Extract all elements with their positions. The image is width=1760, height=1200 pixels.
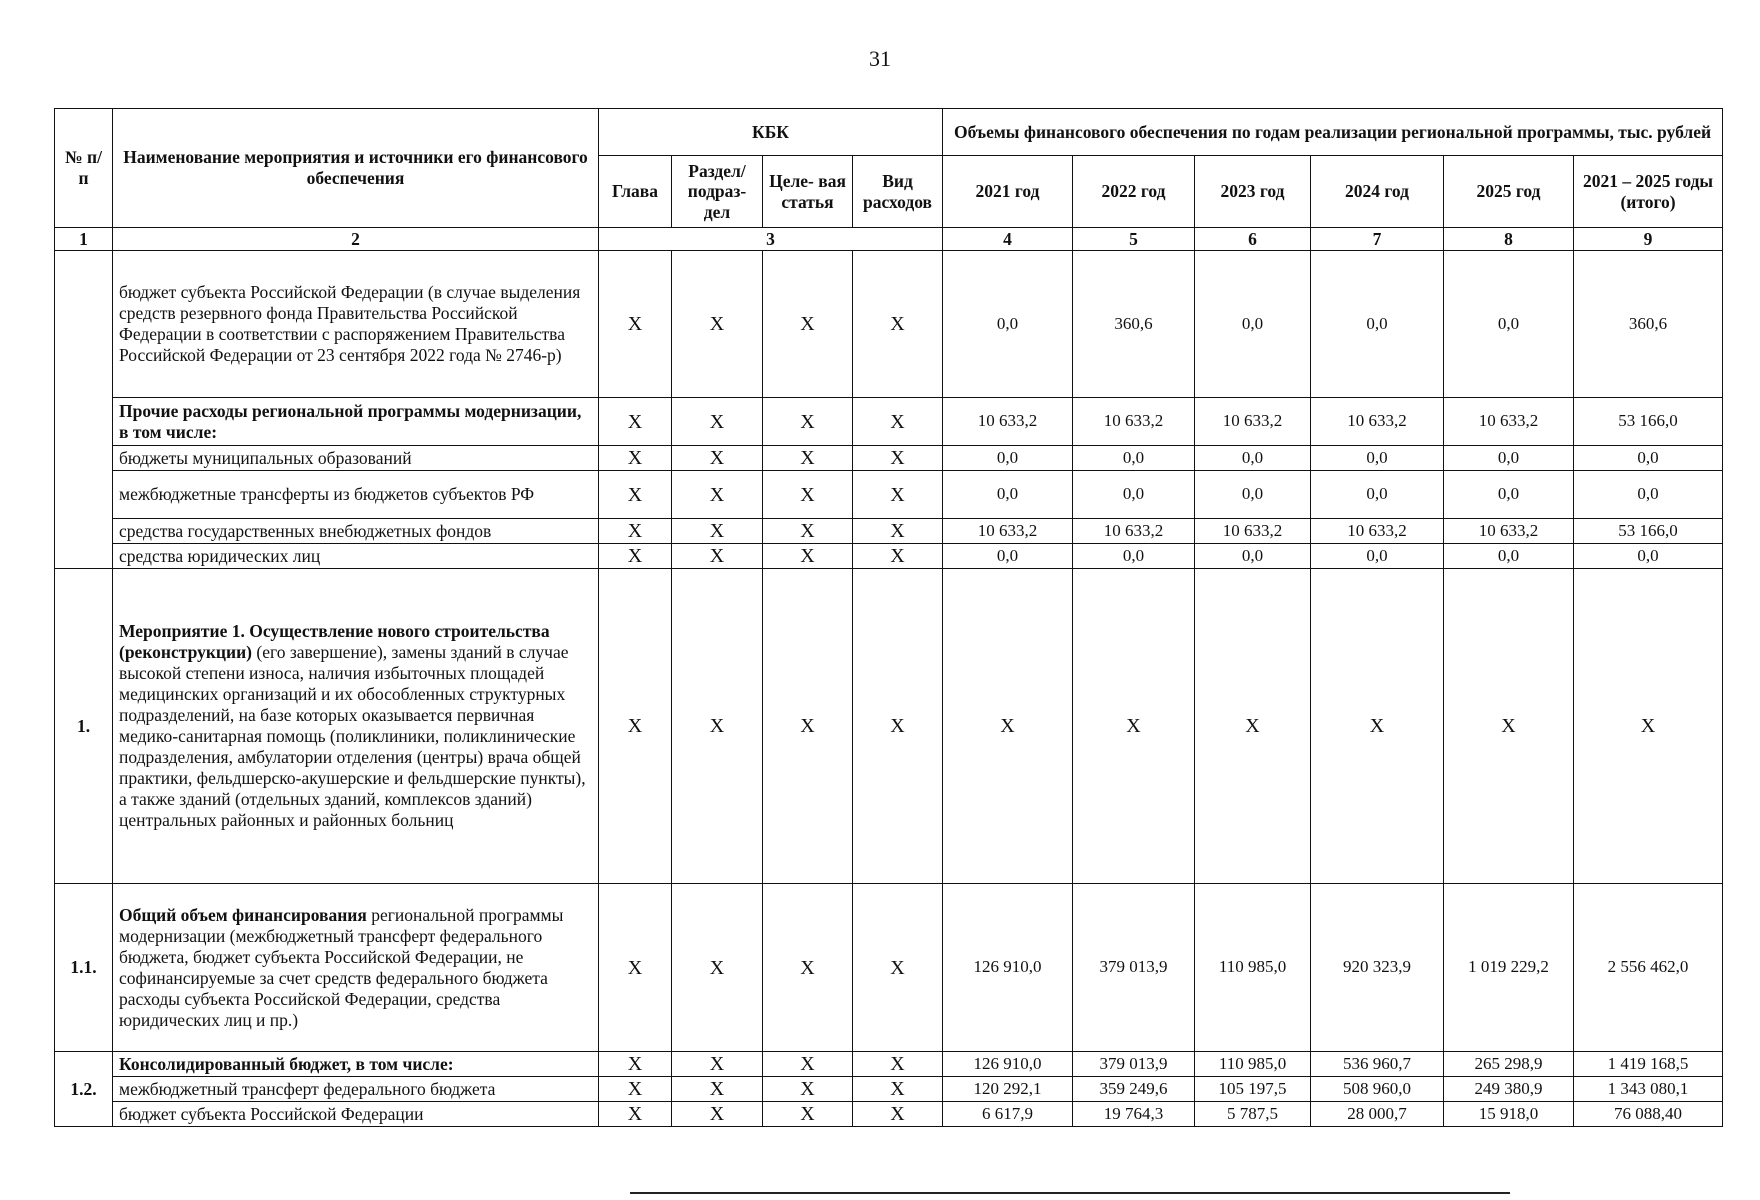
col-number: 7	[1311, 228, 1444, 251]
value-2023: 10 633,2	[1195, 398, 1311, 446]
row-index: 1.	[55, 569, 113, 884]
kbk-razdel: X	[672, 398, 763, 446]
value-2023: 0,0	[1195, 251, 1311, 398]
header-year-total: 2021 – 2025 годы (итого)	[1574, 156, 1723, 228]
kbk-razdel: X	[672, 519, 763, 544]
kbk-glava: X	[599, 471, 672, 519]
table-row	[55, 569, 1723, 884]
header-row-1	[55, 109, 1723, 156]
value-2023: X	[1195, 569, 1311, 884]
value-2022: 359 249,6	[1073, 1077, 1195, 1102]
header-kbk: КБК	[599, 109, 943, 156]
value-2022: 0,0	[1073, 544, 1195, 569]
value-2022: 0,0	[1073, 471, 1195, 519]
value-2023: 5 787,5	[1195, 1102, 1311, 1127]
table-row	[55, 471, 1723, 519]
kbk-vid: X	[853, 1077, 943, 1102]
kbk-glava: X	[599, 251, 672, 398]
value-2024: 28 000,7	[1311, 1102, 1444, 1127]
row-name: бюджет субъекта Российской Федерации (в случае выделения средств резервного фонда Правительства Российской Федерации в соответствии с распоряжением Правительства Российской Федерации от 23 сентября 2022 года № 2746-р)	[113, 251, 599, 398]
kbk-vid: X	[853, 569, 943, 884]
value-total: 0,0	[1574, 471, 1723, 519]
value-2025: 1 019 229,2	[1444, 884, 1574, 1052]
kbk-razdel: X	[672, 1052, 763, 1077]
value-2023: 0,0	[1195, 446, 1311, 471]
kbk-glava: X	[599, 569, 672, 884]
value-2023: 0,0	[1195, 544, 1311, 569]
col-number: 2	[113, 228, 599, 251]
value-2023: 0,0	[1195, 471, 1311, 519]
kbk-statya: X	[763, 398, 853, 446]
header-year-2025: 2025 год	[1444, 156, 1574, 228]
value-total: 76 088,40	[1574, 1102, 1723, 1127]
value-2022: 379 013,9	[1073, 1052, 1195, 1077]
page-number: 31	[869, 46, 891, 71]
value-2023: 110 985,0	[1195, 1052, 1311, 1077]
col-number: 1	[55, 228, 113, 251]
kbk-glava: X	[599, 1102, 672, 1127]
kbk-razdel: X	[672, 884, 763, 1052]
header-no: № п/п	[55, 109, 113, 228]
kbk-glava: X	[599, 519, 672, 544]
value-2025: 0,0	[1444, 544, 1574, 569]
column-numbers-row	[55, 228, 1723, 251]
kbk-statya: X	[763, 519, 853, 544]
value-2021: 0,0	[943, 471, 1073, 519]
value-2025: 15 918,0	[1444, 1102, 1574, 1127]
kbk-razdel: X	[672, 471, 763, 519]
value-2022: 10 633,2	[1073, 398, 1195, 446]
header-year-2022: 2022 год	[1073, 156, 1195, 228]
value-2021: 126 910,0	[943, 884, 1073, 1052]
value-2021: 10 633,2	[943, 519, 1073, 544]
value-2024: 920 323,9	[1311, 884, 1444, 1052]
kbk-razdel: X	[672, 569, 763, 884]
col-number: 6	[1195, 228, 1311, 251]
header-glava: Глава	[599, 156, 672, 228]
value-2022: 19 764,3	[1073, 1102, 1195, 1127]
value-total: 2 556 462,0	[1574, 884, 1723, 1052]
row-name: Прочие расходы региональной программы модернизации, в том числе:	[113, 398, 599, 446]
row-name: бюджет субъекта Российской Федерации	[113, 1102, 599, 1127]
header-statya: Целе- вая статья	[763, 156, 853, 228]
col-number: 9	[1574, 228, 1723, 251]
value-2024: X	[1311, 569, 1444, 884]
footer-rule	[630, 1192, 1510, 1194]
kbk-vid: X	[853, 446, 943, 471]
row-index: 1.2.	[55, 1052, 113, 1127]
kbk-razdel: X	[672, 544, 763, 569]
value-2025: 249 380,9	[1444, 1077, 1574, 1102]
value-2021: 6 617,9	[943, 1102, 1073, 1127]
kbk-vid: X	[853, 884, 943, 1052]
table-row	[55, 1077, 1723, 1102]
value-total: 0,0	[1574, 446, 1723, 471]
kbk-razdel: X	[672, 1102, 763, 1127]
kbk-razdel: X	[672, 251, 763, 398]
kbk-glava: X	[599, 1077, 672, 1102]
value-total: 53 166,0	[1574, 398, 1723, 446]
value-2022: 379 013,9	[1073, 884, 1195, 1052]
row-name: бюджеты муниципальных образований	[113, 446, 599, 471]
value-2022: 360,6	[1073, 251, 1195, 398]
kbk-glava: X	[599, 398, 672, 446]
value-2023: 10 633,2	[1195, 519, 1311, 544]
kbk-glava: X	[599, 884, 672, 1052]
kbk-vid: X	[853, 544, 943, 569]
col-number: 5	[1073, 228, 1195, 251]
kbk-vid: X	[853, 398, 943, 446]
table-row	[55, 544, 1723, 569]
kbk-vid: X	[853, 251, 943, 398]
value-total: 1 419 168,5	[1574, 1052, 1723, 1077]
value-2024: 536 960,7	[1311, 1052, 1444, 1077]
kbk-statya: X	[763, 446, 853, 471]
table-row	[55, 251, 1723, 398]
kbk-statya: X	[763, 1077, 853, 1102]
value-2021: 10 633,2	[943, 398, 1073, 446]
value-2022: X	[1073, 569, 1195, 884]
value-2025: 0,0	[1444, 446, 1574, 471]
kbk-statya: X	[763, 251, 853, 398]
header-razdel: Раздел/ подраз- дел	[672, 156, 763, 228]
kbk-vid: X	[853, 1052, 943, 1077]
kbk-razdel: X	[672, 1077, 763, 1102]
value-2024: 0,0	[1311, 544, 1444, 569]
kbk-vid: X	[853, 471, 943, 519]
value-2021: 0,0	[943, 251, 1073, 398]
row-index: 1.1.	[55, 884, 113, 1052]
value-2024: 0,0	[1311, 446, 1444, 471]
header-year-2024: 2024 год	[1311, 156, 1444, 228]
value-total: 1 343 080,1	[1574, 1077, 1723, 1102]
value-2023: 105 197,5	[1195, 1077, 1311, 1102]
table-row	[55, 884, 1723, 1052]
value-2025: 10 633,2	[1444, 398, 1574, 446]
kbk-statya: X	[763, 1102, 853, 1127]
row-name: Консолидированный бюджет, в том числе:	[113, 1052, 599, 1077]
value-2024: 0,0	[1311, 251, 1444, 398]
row-name: средства юридических лиц	[113, 544, 599, 569]
value-2023: 110 985,0	[1195, 884, 1311, 1052]
value-2024: 508 960,0	[1311, 1077, 1444, 1102]
row-name: Мероприятие 1. Осуществление нового строительства (реконструкции) (его завершение), замены зданий в случае высокой степени износа, наличия избыточных площадей медицинских организаций и их обособленных структурных подразделений, на базе которых оказывается первичная медико-санитарная помощь (поликлиники, поликлинические подразделения, амбулатории отделения (центры) врача общей практики, фельдшерско-акушерские и фельдшерские пункты), а также зданий (отдельных зданий, комплексов зданий) центральных районных и районных больниц	[113, 569, 599, 884]
value-2024: 10 633,2	[1311, 519, 1444, 544]
header-year-2023: 2023 год	[1195, 156, 1311, 228]
kbk-vid: X	[853, 519, 943, 544]
kbk-statya: X	[763, 471, 853, 519]
value-2025: 0,0	[1444, 251, 1574, 398]
kbk-glava: X	[599, 544, 672, 569]
kbk-vid: X	[853, 1102, 943, 1127]
value-2025: X	[1444, 569, 1574, 884]
value-2022: 0,0	[1073, 446, 1195, 471]
table-row	[55, 519, 1723, 544]
header-vid: Вид расходов	[853, 156, 943, 228]
value-2022: 10 633,2	[1073, 519, 1195, 544]
kbk-glava: X	[599, 1052, 672, 1077]
kbk-glava: X	[599, 446, 672, 471]
table-row	[55, 1102, 1723, 1127]
kbk-statya: X	[763, 569, 853, 884]
row-name: средства государственных внебюджетных фондов	[113, 519, 599, 544]
value-2021: 120 292,1	[943, 1077, 1073, 1102]
table-row	[55, 398, 1723, 446]
kbk-razdel: X	[672, 446, 763, 471]
row-name: межбюджетные трансферты из бюджетов субъектов РФ	[113, 471, 599, 519]
value-2021: 0,0	[943, 544, 1073, 569]
value-2025: 10 633,2	[1444, 519, 1574, 544]
value-2021: 126 910,0	[943, 1052, 1073, 1077]
header-volumes: Объемы финансового обеспечения по годам реализации региональной программы, тыс. рублей	[943, 109, 1723, 156]
value-2021: 0,0	[943, 446, 1073, 471]
value-total: 0,0	[1574, 544, 1723, 569]
financing-table	[54, 108, 1723, 1127]
header-name: Наименование мероприятия и источники его финансового обеспечения	[113, 109, 599, 228]
col-number: 3	[599, 228, 943, 251]
value-2024: 0,0	[1311, 471, 1444, 519]
value-2024: 10 633,2	[1311, 398, 1444, 446]
row-name: Общий объем финансирования региональной программы модернизации (межбюджетный трансферт федерального бюджета, бюджет субъекта Российской Федерации, не софинансируемые за счет средств федерального бюджета расходы субъекта Российской Федерации, средства юридических лиц и пр.)	[113, 884, 599, 1052]
value-2021: X	[943, 569, 1073, 884]
kbk-statya: X	[763, 1052, 853, 1077]
col-number: 4	[943, 228, 1073, 251]
table-row	[55, 1052, 1723, 1077]
kbk-statya: X	[763, 884, 853, 1052]
value-total: 53 166,0	[1574, 519, 1723, 544]
value-2025: 0,0	[1444, 471, 1574, 519]
value-total: X	[1574, 569, 1723, 884]
col-number: 8	[1444, 228, 1574, 251]
value-total: 360,6	[1574, 251, 1723, 398]
header-year-2021: 2021 год	[943, 156, 1073, 228]
kbk-statya: X	[763, 544, 853, 569]
table-row	[55, 446, 1723, 471]
value-2025: 265 298,9	[1444, 1052, 1574, 1077]
row-name: межбюджетный трансферт федерального бюджета	[113, 1077, 599, 1102]
row-index	[55, 251, 113, 569]
